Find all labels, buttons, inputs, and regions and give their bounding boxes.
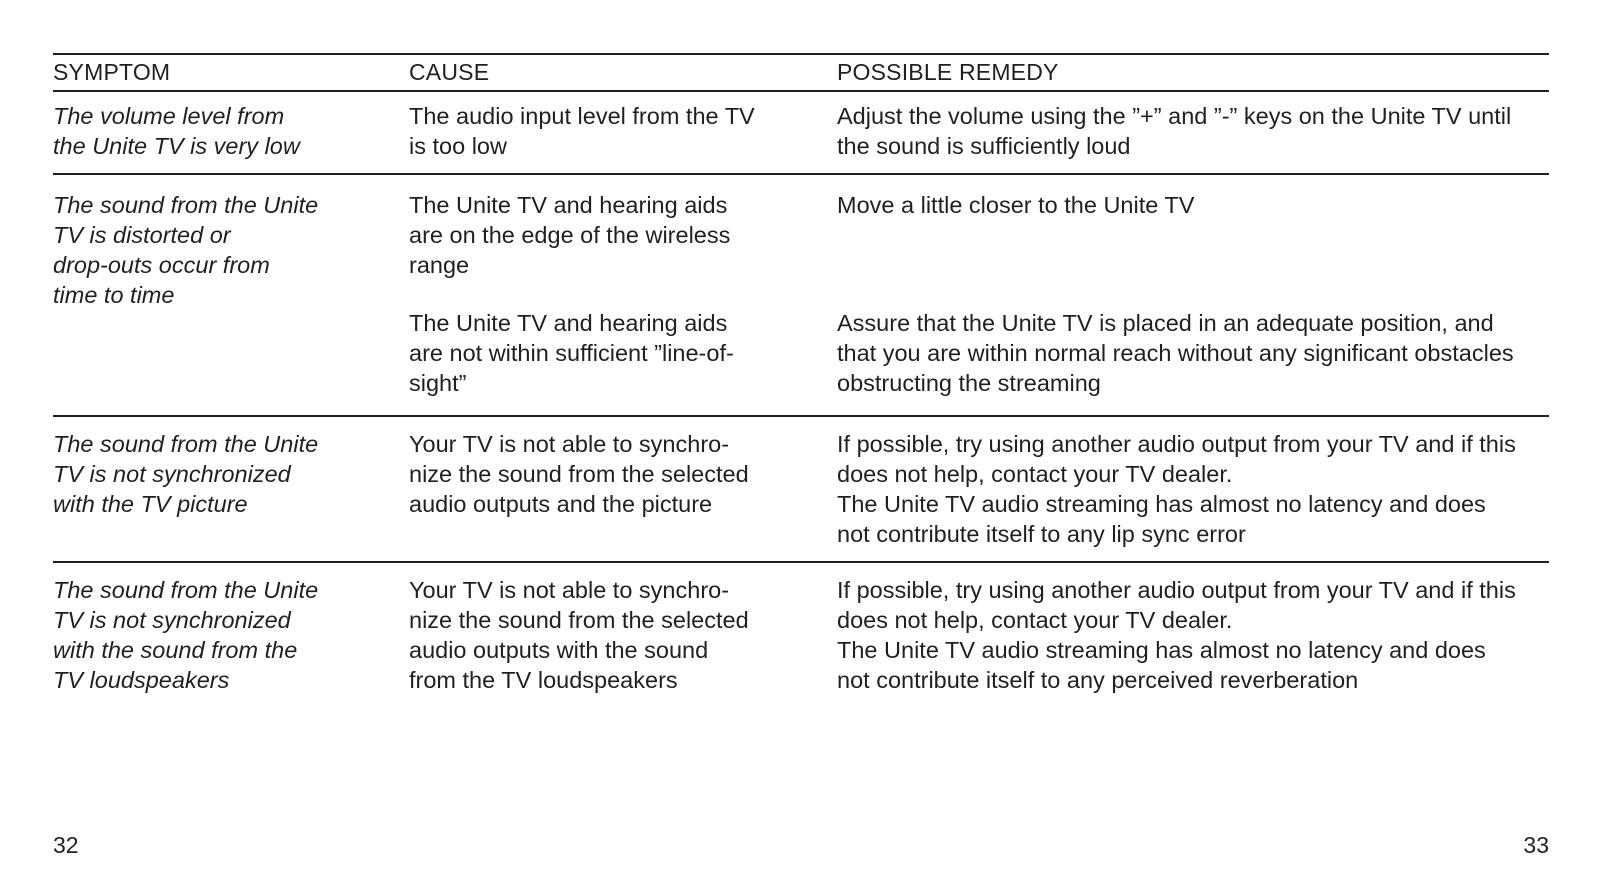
remedy-cell: If possible, try using another audio output from your TV and if this does not help, contact your TV dealer. The Unite TV audio streaming has almost no latency and does not contribute itself to any lip sync error xyxy=(837,431,1516,547)
remedy-cell: Adjust the volume using the ”+” and ”-” keys on the Unite TV until the sound is sufficiently loud xyxy=(837,103,1512,159)
header-cause: CAUSE xyxy=(409,59,490,85)
symptom-cell: The sound from the Unite TV is not synchronized with the TV picture xyxy=(53,431,319,517)
remedy-cell: If possible, try using another audio output from your TV and if this does not help, contact your TV dealer. The Unite TV audio streaming has almost no latency and does not contribute itself to any perceived reverberation xyxy=(837,577,1516,693)
header-remedy: POSSIBLE REMEDY xyxy=(837,59,1059,85)
table-row xyxy=(53,417,1549,563)
symptom-cell: The volume level from the Unite TV is very low xyxy=(53,103,300,159)
symptom-cell: The sound from the Unite TV is distorted or drop-outs occur from time to time xyxy=(53,192,319,308)
table-row xyxy=(53,563,1549,703)
page-number-left: 32 xyxy=(53,832,79,858)
page-number-right: 33 xyxy=(1523,832,1549,858)
symptom-cell: The sound from the Unite TV is not synchronized with the sound from the TV loudspeakers xyxy=(53,577,319,693)
cause-cell: The Unite TV and hearing aids are on the edge of the wireless range xyxy=(409,192,731,278)
cause-cell: Your TV is not able to synchro- nize the sound from the selected audio outputs and the picture xyxy=(409,431,749,517)
troubleshooting-table xyxy=(53,53,1549,703)
table-row xyxy=(53,92,1549,175)
remedy-cell: Assure that the Unite TV is placed in an adequate position, and that you are within normal reach without any significant obstacles obstructing the streaming xyxy=(837,310,1514,396)
table-row xyxy=(53,175,1549,417)
cause-cell: The audio input level from the TV is too low xyxy=(409,103,755,159)
cause-cell: Your TV is not able to synchro- nize the sound from the selected audio outputs with the sound from the TV loudspeakers xyxy=(409,577,749,693)
header-symptom: SYMPTOM xyxy=(53,59,171,85)
table-header xyxy=(53,53,1549,92)
remedy-cell: Move a little closer to the Unite TV xyxy=(837,192,1195,218)
cause-cell: The Unite TV and hearing aids are not within sufficient ”line-of- sight” xyxy=(409,310,734,396)
